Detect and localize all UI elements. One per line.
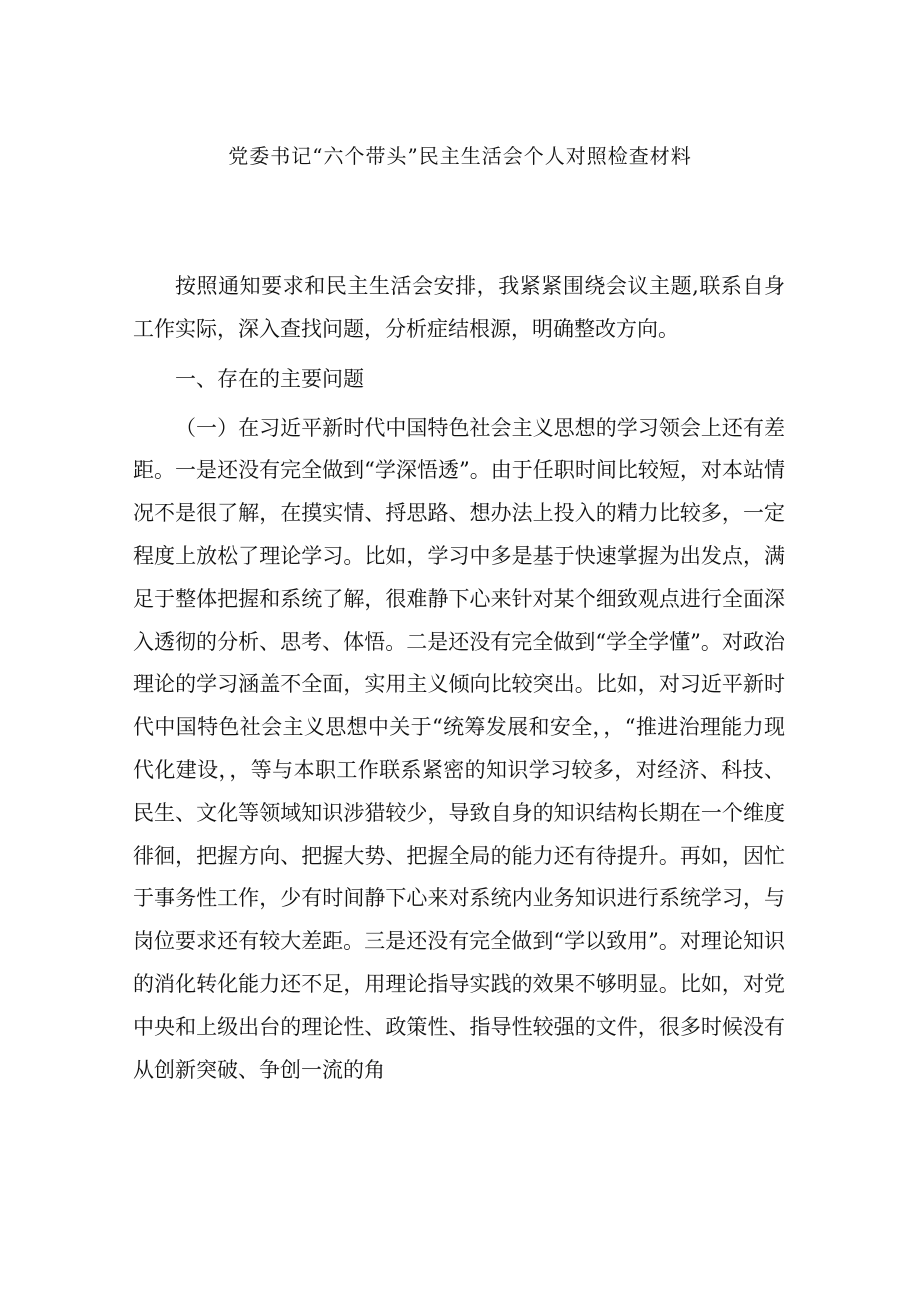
section-heading: 一、存在的主要问题 (175, 366, 364, 391)
body-paragraph: （一）在习近平新时代中国特色社会主义思想的学习领会上还有差距。一是还没有完全做到“学深悟透”。由于任职时间比较短，对本站情况不是很了解，在摸实情、捋思路、想办法上投入的精力比较多，一定程度上放松了理论学习。比如，学习中多是基于快速掌握为出发点，满足于整体把握和系统了解，很难静下心来针对某个细致观点进行全面深入透彻的分析、思考、体悟。二是还没有完全做到“学全学懂”。对政治理论的学习涵盖不全面，实用主义倾向比较突出。比如，对习近平新时代中国特色社会主义思想中关于“统筹发展和安全，，“推进治理能力现代化建设，，等与本职工作联系紧密的知识学习较多，对经济、科技、民生、文化等领域知识涉猎较少，导致自身的知识结构长期在一个维度徘徊，把握方向、把握大势、把握全局的能力还有待提升。再如，因忙于事务性工作，少有时间静下心来对系统内业务知识进行系统学习，与岗位要求还有较大差距。三是还没有完全做到“学以致用”。对理论知识的消化转化能力还不足，用理论指导实践的效果不够明显。比如，对党中央和上级出台的理论性、政策性、指导性较强的文件，很多时候没有从创新突破、争创一流的角 (133, 415, 785, 1082)
intro-paragraph: 按照通知要求和民主生活会安排，我紧紧围绕会议主题,联系自身工作实际，深入查找问题，分析症结根源，明确整改方向。 (133, 274, 785, 341)
document-body (133, 265, 785, 1091)
document-title: 党委书记“六个带头”民主生活会个人对照检查材料 (228, 144, 692, 168)
